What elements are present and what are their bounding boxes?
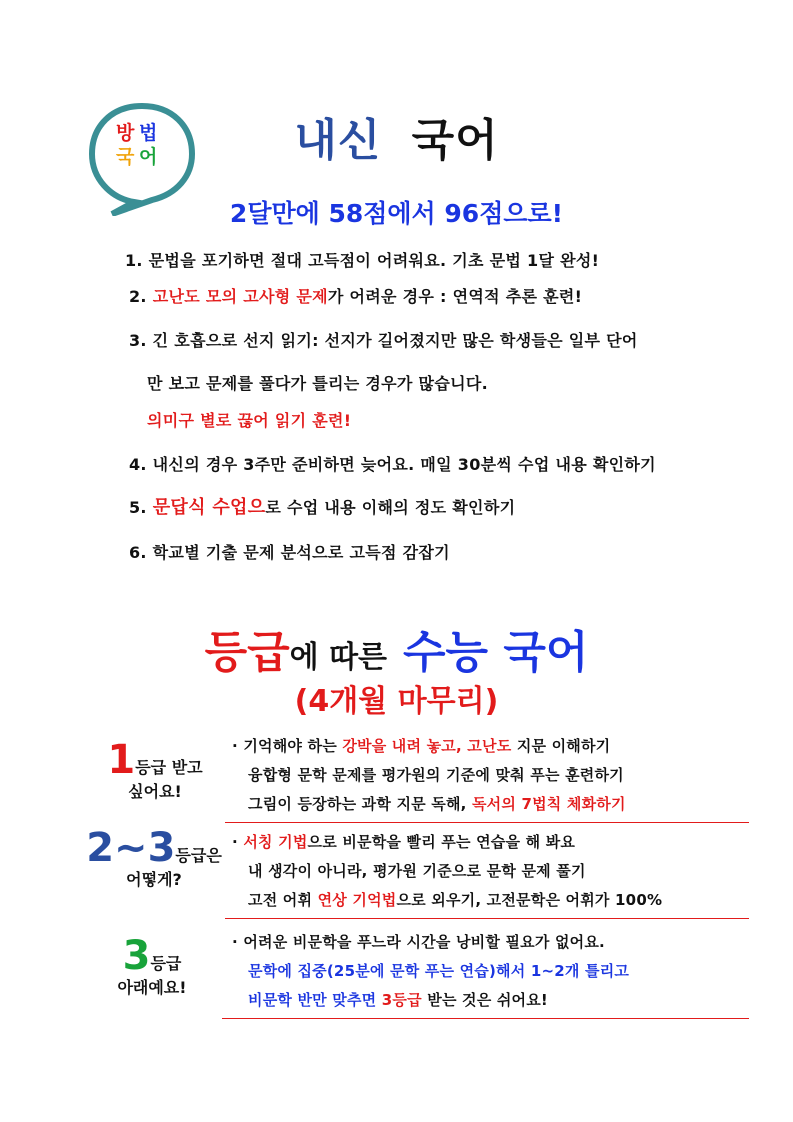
grade-1-label bbox=[85, 737, 225, 804]
grade-1-line-2: 융합형 문학 문제를 평가원의 기준에 맞춰 푸는 훈련하기 bbox=[248, 766, 624, 784]
list-item-2-highlight: 고난도 모의 고사형 문제 bbox=[152, 287, 328, 306]
grade-1-number: 1 bbox=[107, 737, 136, 783]
grade-2-line-3-a: 고전 어휘 bbox=[248, 891, 318, 909]
grade-2-line-3-highlight: 연상 기억법 bbox=[317, 891, 397, 909]
grade-1-line-1-b: 지문 이해하기 bbox=[511, 737, 611, 755]
list-item-2-rest: 가 어려운 경우 : 연역적 추론 훈련! bbox=[327, 287, 583, 306]
list-item-4: 4. 내신의 경우 3주만 준비하면 늦어요. 매일 30분씩 수업 내용 확인하기 bbox=[129, 455, 656, 474]
title-part-2: 국어 bbox=[411, 115, 499, 166]
grade-3-line-2: 문학에 집중(25분에 문학 푸는 연습)해서 1~2개 틀리고 bbox=[248, 962, 630, 980]
list-item-3-line-1: 3. 긴 호흡으로 선지 읽기: 선지가 길어졌지만 많은 학생들은 일부 단어 bbox=[129, 331, 638, 350]
grade-2-number: 2~3 bbox=[86, 825, 176, 871]
grade-3-suffix: 등급 bbox=[150, 954, 182, 973]
grade-2-line-1 bbox=[232, 828, 752, 857]
divider bbox=[225, 822, 749, 823]
grade-3-line-1: · 어려운 비문학을 푸느라 시간을 낭비할 필요가 없어요. bbox=[232, 933, 605, 951]
list-item-6: 6. 학교별 기출 문제 분석으로 고득점 감잡기 bbox=[129, 543, 450, 562]
list-item-3-line-2: 만 보고 문제를 풀다가 틀리는 경우가 많습니다. bbox=[147, 374, 488, 393]
grade-3-label bbox=[92, 933, 212, 1000]
logo-char-2: 법 bbox=[139, 122, 158, 144]
list-item-5-highlight: 문답식 수업으 bbox=[152, 497, 266, 518]
section-title bbox=[0, 616, 793, 680]
grade-1-line-1-a: · 기억해야 하는 bbox=[232, 737, 343, 755]
grade-2-content bbox=[232, 828, 752, 915]
grade-3-line-3-b: 받는 것은 쉬어요! bbox=[421, 991, 548, 1009]
grade-2-line-1-b: 으로 비문학을 빨리 푸는 연습을 해 봐요 bbox=[307, 833, 576, 851]
section-title-mid: 에 따른 bbox=[289, 640, 388, 675]
grade-3-label-line-2: 아래예요! bbox=[117, 978, 187, 997]
grade-2-suffix: 등급은 bbox=[175, 846, 222, 865]
grade-1-line-3-highlight: 독서의 7법칙 체화하기 bbox=[471, 795, 626, 813]
grade-2-line-2: 내 생각이 아니라, 평가원 기준으로 문학 문제 풀기 bbox=[248, 862, 586, 880]
list-item-5-prefix: 5. bbox=[129, 498, 153, 517]
list-item-5 bbox=[129, 493, 515, 519]
grade-1-label-line-2: 싶어요! bbox=[128, 782, 182, 801]
grade-3-number: 3 bbox=[122, 933, 151, 979]
grade-2-line-3 bbox=[232, 886, 752, 915]
list-item-2 bbox=[129, 284, 582, 307]
grade-3-content bbox=[232, 928, 752, 1015]
list-item-2-prefix: 2. bbox=[129, 287, 153, 306]
page-title bbox=[0, 104, 793, 168]
grade-2-line-1-a: · bbox=[232, 833, 244, 851]
grade-3-line-3 bbox=[232, 986, 752, 1015]
title-part-1: 내신 bbox=[294, 115, 382, 166]
section-title-red: 등급 bbox=[204, 627, 290, 678]
grade-1-line-3-a: 그림이 등장하는 과학 지문 독해, bbox=[248, 795, 472, 813]
grade-3-line-3-blue: 비문학 반만 맞추면 bbox=[248, 991, 382, 1009]
grade-2-line-1-highlight: 서칭 기법 bbox=[243, 833, 308, 851]
grade-1-line-1-highlight: 강박을 내려 놓고, 고난도 bbox=[342, 737, 512, 755]
section-title-blue: 수능 국어 bbox=[403, 627, 589, 678]
logo-char-3: 국 bbox=[116, 146, 135, 168]
grade-1-content bbox=[232, 732, 752, 819]
list-item-5-rest: 로 수업 내용 이해의 정도 확인하기 bbox=[265, 498, 516, 517]
section-subtitle: (4개월 마무리) bbox=[294, 684, 499, 719]
grade-1-suffix: 등급 받고 bbox=[135, 758, 203, 777]
grade-1-line-3 bbox=[232, 790, 752, 819]
grade-2-label-line-2: 어떻게? bbox=[126, 870, 182, 889]
grade-2-line-3-b: 으로 외우기, 고전문학은 어휘가 100% bbox=[396, 891, 663, 909]
divider bbox=[222, 1018, 749, 1019]
divider bbox=[225, 918, 749, 919]
list-item-1: 1. 문법을 포기하면 절대 고득점이 어려워요. 기초 문법 1달 완성! bbox=[125, 251, 600, 270]
grade-2-label bbox=[78, 825, 230, 892]
logo-char-1: 방 bbox=[116, 122, 135, 144]
list-item-3-highlight: 의미구 별로 끊어 읽기 훈련! bbox=[147, 411, 352, 430]
page-subtitle: 2달만에 58점에서 96점으로! bbox=[229, 199, 564, 228]
grade-1-line-1 bbox=[232, 732, 752, 761]
grade-3-line-3-highlight: 3등급 bbox=[381, 991, 422, 1009]
logo-char-4: 어 bbox=[139, 146, 158, 168]
